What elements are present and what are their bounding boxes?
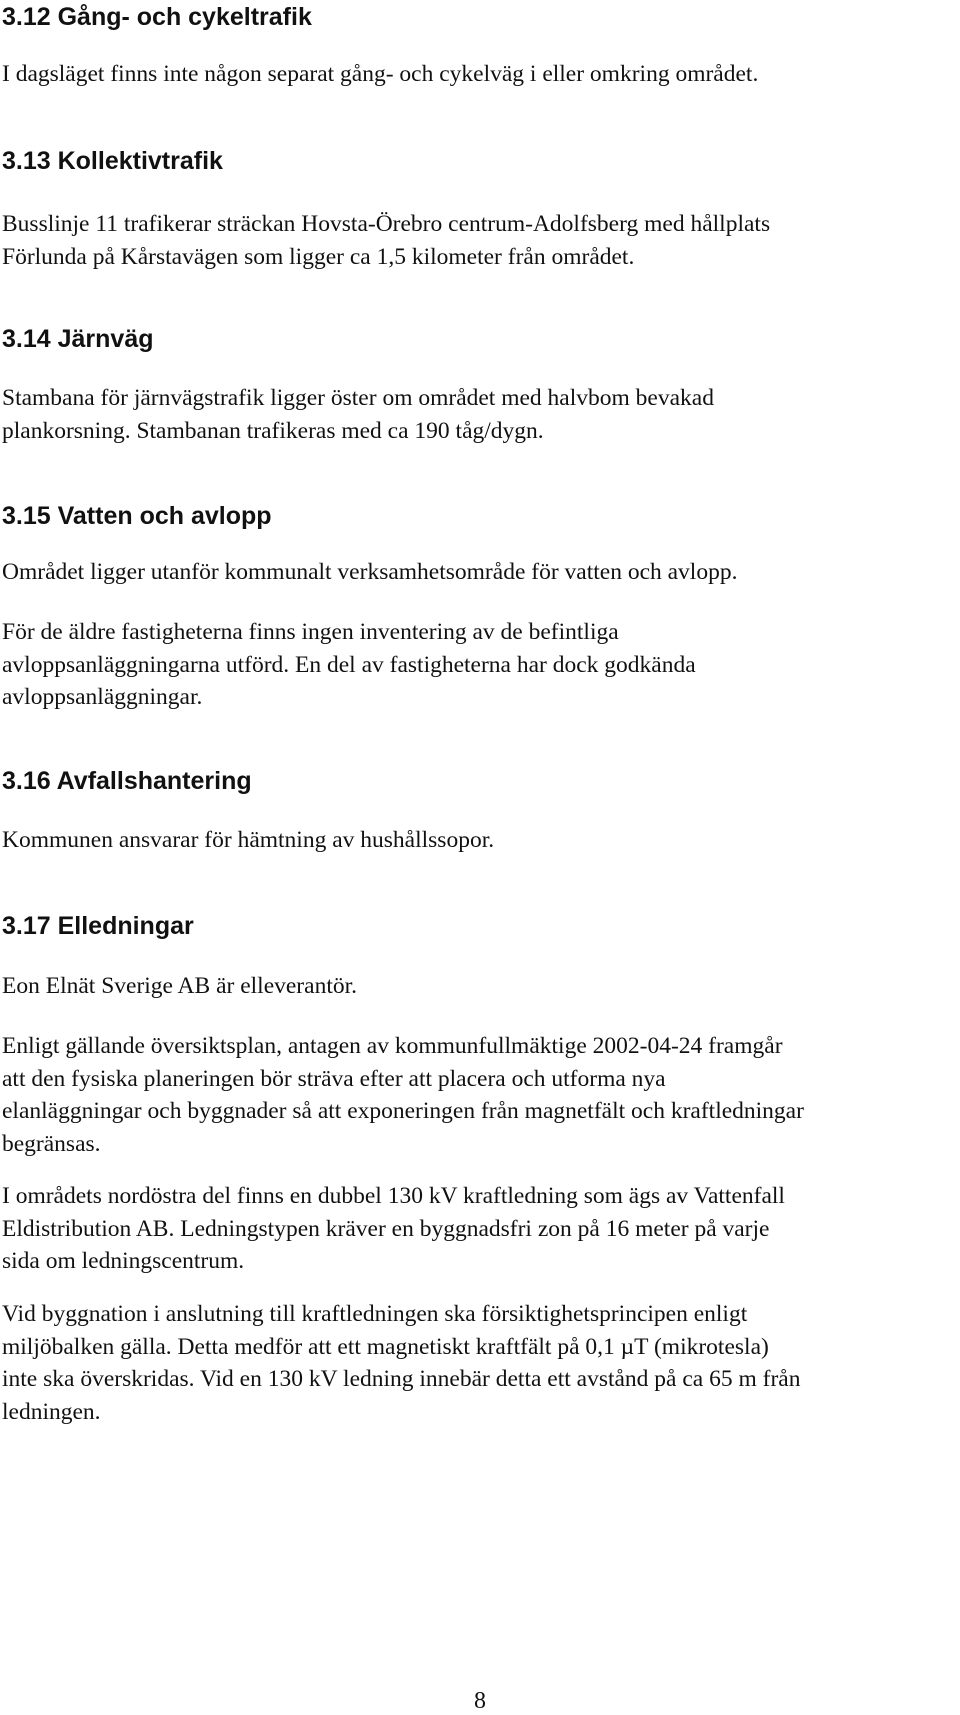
paragraph bbox=[2, 58, 952, 91]
paragraph bbox=[2, 1030, 952, 1160]
text-line: I områdets nordöstra del finns en dubbel 130 kV kraftledning som ägs av Vattenfall bbox=[2, 1183, 785, 1209]
text-line: Eon Elnät Sverige AB är elleverantör. bbox=[2, 973, 358, 999]
section-heading: 3.13 Kollektivtrafik bbox=[2, 147, 223, 175]
text-line: elanläggningar och byggnader så att exponeringen från magnetfält och kraftledningar bbox=[2, 1098, 804, 1124]
text-line: avloppsanläggningarna utförd. En del av fastigheterna har dock godkända bbox=[2, 651, 696, 678]
paragraph bbox=[2, 382, 952, 447]
text-line: Eldistribution AB. Ledningstypen kräver en byggnadsfri zon på 16 meter på varje bbox=[2, 1215, 770, 1242]
section-heading: 3.14 Järnväg bbox=[2, 325, 154, 353]
paragraph bbox=[2, 556, 952, 589]
text-line: begränsas. bbox=[2, 1130, 101, 1157]
text-line: Busslinje 11 trafikerar sträckan Hovsta-Örebro centrum-Adolfsberg med hållplats bbox=[2, 211, 771, 237]
paragraph bbox=[2, 616, 952, 714]
paragraph bbox=[2, 1298, 952, 1428]
text-line: att den fysiska planeringen bör sträva efter att placera och utforma nya bbox=[2, 1065, 666, 1092]
text-line: Kommunen ansvarar för hämtning av hushållssopor. bbox=[2, 827, 495, 853]
text-line: miljöbalken gälla. Detta medför att ett magnetiskt kraftfält på 0,1 µT (mikrotesla) bbox=[2, 1333, 769, 1360]
text-line: Stambana för järnvägstrafik ligger öster om området med halvbom bevakad bbox=[2, 385, 714, 411]
section-heading: 3.17 Elledningar bbox=[2, 912, 194, 940]
paragraph bbox=[2, 1180, 952, 1278]
text-line: inte ska överskridas. Vid en 130 kV ledning innebär detta ett avstånd på ca 65 m från bbox=[2, 1366, 801, 1392]
paragraph bbox=[2, 824, 952, 857]
text-line: Vid byggnation i anslutning till kraftledningen ska försiktighetsprincipen enligt bbox=[2, 1301, 748, 1327]
section-heading: 3.16 Avfallshantering bbox=[2, 767, 252, 795]
section-heading: 3.12 Gång- och cykeltrafik bbox=[2, 3, 312, 31]
text-line: Området ligger utanför kommunalt verksamhetsområde för vatten och avlopp. bbox=[2, 559, 738, 585]
paragraph bbox=[2, 970, 952, 1003]
page-number: 8 bbox=[474, 1688, 486, 1714]
paragraph bbox=[2, 208, 952, 273]
text-line: ledningen. bbox=[2, 1398, 101, 1425]
text-line: I dagsläget finns inte någon separat gång- och cykelväg i eller omkring området. bbox=[2, 61, 759, 87]
text-line: avloppsanläggningar. bbox=[2, 684, 203, 710]
text-line: För de äldre fastigheterna finns ingen inventering av de befintliga bbox=[2, 619, 619, 645]
text-line: sida om ledningscentrum. bbox=[2, 1248, 245, 1274]
text-line: plankorsning. Stambanan trafikeras med ca 190 tåg/dygn. bbox=[2, 417, 544, 444]
text-line: Förlunda på Kårstavägen som ligger ca 1,5 kilometer från området. bbox=[2, 243, 635, 270]
section-heading: 3.15 Vatten och avlopp bbox=[2, 502, 272, 530]
text-line: Enligt gällande översiktsplan, antagen av kommunfullmäktige 2002-04-24 framgår bbox=[2, 1033, 783, 1059]
